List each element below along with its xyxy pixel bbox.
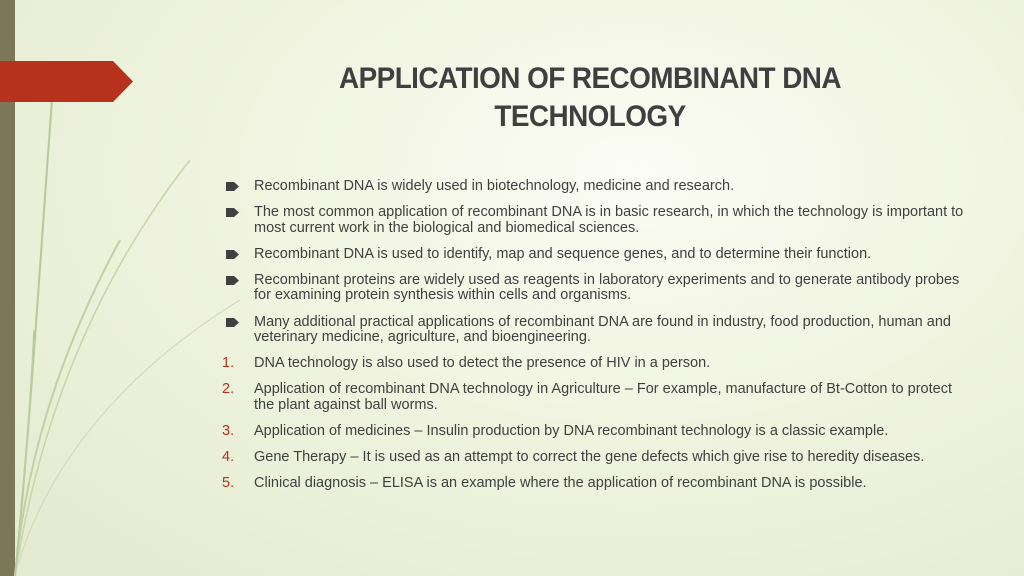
list-item [222, 273, 967, 304]
title-line-1: APPLICATION OF RECOMBINANT DNA [339, 62, 841, 95]
item-text: Recombinant DNA is used to identify, map and sequence genes, and to determine their function. [254, 245, 872, 262]
item-number: 4. [222, 449, 235, 466]
list-item [222, 476, 967, 492]
list-item [222, 450, 967, 466]
list-item [222, 315, 967, 346]
item-text: Recombinant DNA is widely used in biotechnology, medicine and research. [254, 178, 735, 194]
item-number: 3. [222, 423, 235, 440]
list-item [222, 205, 967, 236]
list-item [222, 179, 967, 195]
list-item [222, 356, 967, 372]
title-line-2: TECHNOLOGY [494, 100, 686, 133]
item-text: Gene Therapy – It is used as an attempt to correct the gene defects which give rise to heredity diseases. [254, 449, 925, 466]
item-number: 5. [222, 475, 235, 492]
accent-tab [0, 61, 133, 102]
item-text: Clinical diagnosis – ELISA is an example where the application of recombinant DNA is possible. [254, 475, 867, 492]
item-text: Application of medicines – Insulin production by DNA recombinant technology is a classic example. [254, 423, 889, 440]
list-item [222, 424, 967, 440]
item-text: Recombinant proteins are widely used as reagents in laboratory experiments and to generate antibody probes for examining protein synthesis within cells and organisms. [254, 271, 960, 304]
list-item [222, 247, 967, 263]
item-text: The most common application of recombinant DNA is in basic research, in which the technology is important to most current work in the biological and biomedical sciences. [254, 204, 964, 236]
item-text: Many additional practical applications of recombinant DNA are found in industry, food production, human and veterinary medicine, agriculture, and bioengineering. [254, 313, 951, 346]
slide-title [265, 60, 916, 136]
item-number: 1. [222, 355, 235, 372]
item-number: 2. [222, 381, 235, 398]
item-text: Application of recombinant DNA technology in Agriculture – For example, manufacture of Bt-Cotton to protect the plant against ball worms. [254, 381, 952, 413]
list-item [222, 382, 967, 413]
item-text: DNA technology is also used to detect the presence of HIV in a person. [254, 355, 711, 372]
bullet-list [222, 179, 967, 502]
